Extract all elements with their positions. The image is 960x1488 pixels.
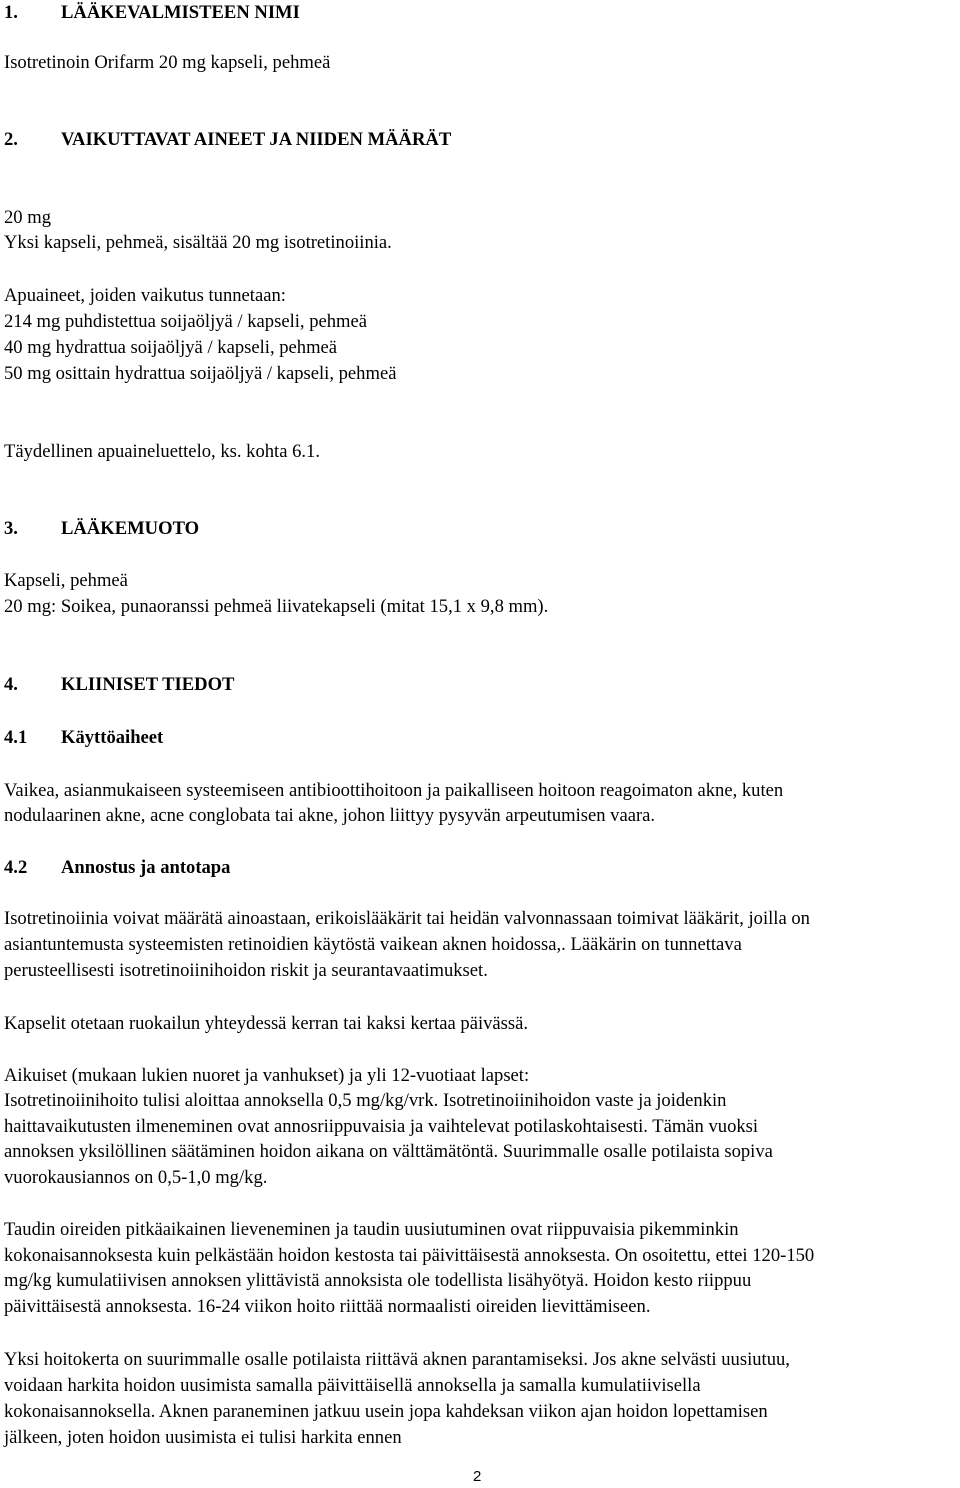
body-line: annoksen yksilöllinen säätäminen hoidon aikana on välttämätöntä. Suurimmalle osalle potilaista sopiva bbox=[4, 1141, 773, 1162]
body-line: voidaan harkita hoidon uusimista samalla päivittäisellä annoksella ja samalla kumulatiivisella bbox=[4, 1375, 701, 1396]
body-line: Isotretinoiinihoito tulisi aloittaa annoksella 0,5 mg/kg/vrk. Isotretinoiinihoidon vaste ja joidenkin bbox=[4, 1090, 727, 1111]
body-line: 20 mg: Soikea, punaoranssi pehmeä liivatekapseli (mitat 15,1 x 9,8 mm). bbox=[4, 596, 549, 617]
body-line: Yksi hoitokerta on suurimmalle osalle potilaista riittävä aknen parantamiseksi. Jos akne selvästi uusiutuu, bbox=[4, 1349, 790, 1370]
section-3-heading bbox=[4, 518, 199, 540]
body-line: Apuaineet, joiden vaikutus tunnetaan: bbox=[4, 285, 286, 306]
section-4-1-heading bbox=[4, 727, 163, 749]
body-line: kokonaisannoksesta kuin pelkästään hoidon kestosta tai päivittäisestä annoksesta. On osoitettu, ettei 120-150 bbox=[4, 1245, 815, 1266]
body-line: mg/kg kumulatiivisen annoksen ylittävistä annoksista ole todellista lisähyötyä. Hoidon kesto riippuu bbox=[4, 1270, 752, 1291]
body-line: haittavaikutusten ilmeneminen ovat annosriippuvaisia ja vaihtelevat potilaskohtaisesti. Tämän vuoksi bbox=[4, 1116, 759, 1137]
section-4-heading bbox=[4, 674, 234, 696]
body-line: perusteellisesti isotretinoiinihoidon riskit ja seurantavaatimukset. bbox=[4, 960, 488, 981]
section-number: 4.2 bbox=[4, 857, 28, 878]
section-title: LÄÄKEVALMISTEEN NIMI bbox=[61, 2, 300, 23]
body-line: 214 mg puhdistettua soijaöljyä / kapseli, pehmeä bbox=[4, 311, 368, 332]
body-line: Vaikea, asianmukaiseen systeemiseen antibioottihoitoon ja paikalliseen hoitoon reagoimaton akne, kuten bbox=[4, 780, 784, 801]
body-line: Aikuiset (mukaan lukien nuoret ja vanhukset) ja yli 12-vuotiaat lapset: bbox=[4, 1065, 530, 1086]
body-line: päivittäisestä annoksesta. 16-24 viikon hoito riittää normaalisti oireiden lievittämiseen. bbox=[4, 1296, 651, 1317]
section-1-heading bbox=[4, 2, 300, 24]
section-title: KLIINISET TIEDOT bbox=[61, 674, 235, 695]
section-2-heading bbox=[4, 129, 451, 151]
section-number: 4. bbox=[4, 674, 18, 695]
section-4-2-heading bbox=[4, 857, 230, 879]
body-line: Yksi kapseli, pehmeä, sisältää 20 mg isotretinoiinia. bbox=[4, 232, 392, 253]
body-line: 20 mg bbox=[4, 207, 52, 228]
section-title: Annostus ja antotapa bbox=[61, 857, 231, 878]
section-title: VAIKUTTAVAT AINEET JA NIIDEN MÄÄRÄT bbox=[61, 129, 452, 150]
product-name: Isotretinoin Orifarm 20 mg kapseli, pehmeä bbox=[4, 52, 331, 73]
section-number: 4.1 bbox=[4, 727, 28, 748]
section-title: LÄÄKEMUOTO bbox=[61, 518, 200, 539]
body-line: Täydellinen apuaineluettelo, ks. kohta 6.1. bbox=[4, 441, 321, 462]
section-number: 3. bbox=[4, 518, 18, 539]
body-line: 40 mg hydrattua soijaöljyä / kapseli, pehmeä bbox=[4, 337, 338, 358]
body-line: 50 mg osittain hydrattua soijaöljyä / kapseli, pehmeä bbox=[4, 363, 397, 384]
section-number: 2. bbox=[4, 129, 18, 150]
body-line: Isotretinoiinia voivat määrätä ainoastaan, erikoislääkärit tai heidän valvonnassaan toimivat lääkärit, joilla on bbox=[4, 908, 810, 929]
body-line: Taudin oireiden pitkäaikainen lieveneminen ja taudin uusiutuminen ovat riippuvaisia pikemminkin bbox=[4, 1219, 739, 1240]
body-line: Kapselit otetaan ruokailun yhteydessä kerran tai kaksi kertaa päivässä. bbox=[4, 1013, 529, 1034]
body-line: nodulaarinen akne, acne conglobata tai akne, johon liittyy pysyvän arpeutumisen vaara. bbox=[4, 805, 656, 826]
section-number: 1. bbox=[4, 2, 18, 23]
body-line: vuorokausiannos on 0,5-1,0 mg/kg. bbox=[4, 1167, 268, 1188]
body-line: asiantuntemusta systeemisten retinoidien käytöstä vaikean aknen hoidossa,. Lääkärin on tunnettava bbox=[4, 934, 742, 955]
body-line: jälkeen, joten hoidon uusimista ei tulisi harkita ennen bbox=[4, 1427, 402, 1448]
body-line: Kapseli, pehmeä bbox=[4, 570, 128, 591]
section-title: Käyttöaiheet bbox=[61, 727, 164, 748]
page-number: 2 bbox=[473, 1468, 482, 1485]
body-line: kokonaisannoksella. Aknen paraneminen jatkuu usein jopa kahdeksan viikon ajan hoidon lopettamisen bbox=[4, 1401, 768, 1422]
